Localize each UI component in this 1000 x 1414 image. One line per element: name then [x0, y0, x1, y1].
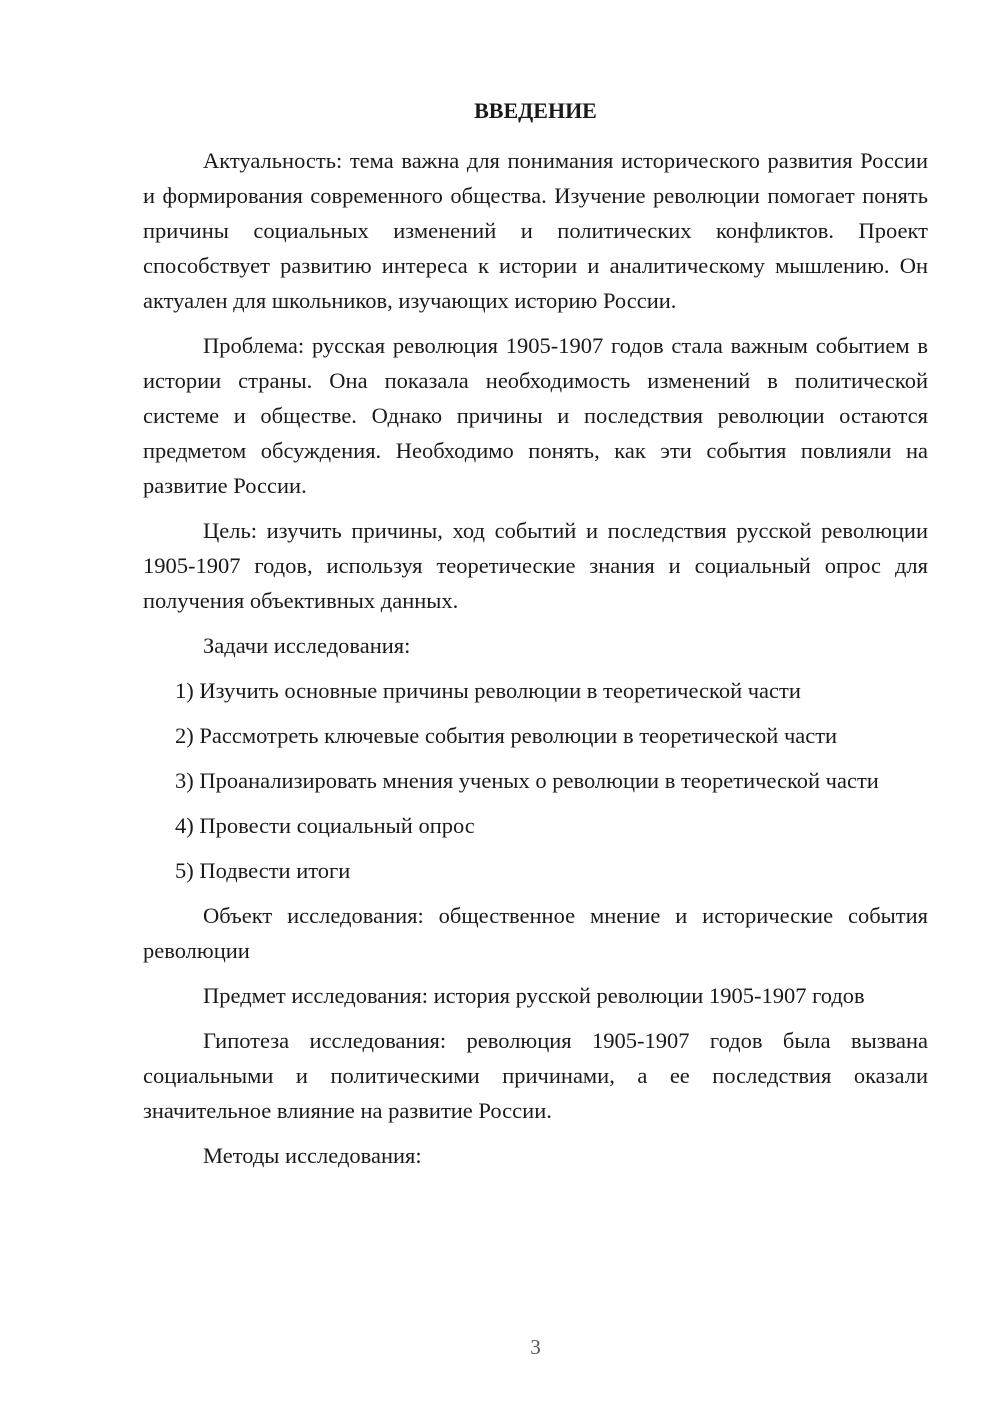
paragraph-hypothesis: Гипотеза исследования: революция 1905-1907 годов была вызвана социальными и политическими причинами, а ее последствия оказали значительное влияние на развитие России. [143, 1028, 928, 1123]
paragraph-goal: Цель: изучить причины, ход событий и последствия русской революции 1905-1907 годов, используя теоретические знания и социальный опрос для получения объективных данных. [143, 518, 928, 613]
page-title: ВВЕДЕНИЕ [474, 98, 597, 123]
task-item-2: 2) Рассмотреть ключевые события революции в теоретической части [175, 723, 838, 748]
tasks-heading: Задачи исследования: [203, 633, 411, 658]
paragraph-object: Объект исследования: общественное мнение и исторические события революции [143, 903, 928, 963]
paragraph-problem: Проблема: русская революция 1905-1907 годов стала важным событием в истории страны. Она показала необходимость изменений в политической системе и обществе. Однако причины и последствия революции остаются предметом обсуждения. Необходимо понять, как эти события повлияли на развитие России. [143, 333, 928, 498]
paragraph-relevance: Актуальность: тема важна для понимания исторического развития России и формирования современного общества. Изучение революции помогает понять причины социальных изменений и политических конфликтов. Проект способствует развитию интереса к истории и аналитическому мышлению. Он актуален для школьников, изучающих историю России. [143, 148, 928, 313]
task-item-5: 5) Подвести итоги [175, 858, 351, 883]
task-item-3: 3) Проанализировать мнения ученых о революции в теоретической части [175, 768, 879, 793]
task-item-1: 1) Изучить основные причины революции в теоретической части [175, 678, 801, 703]
document-page [143, 0, 928, 1414]
paragraph-subject: Предмет исследования: история русской революции 1905-1907 годов [203, 983, 865, 1008]
methods-heading: Методы исследования: [203, 1143, 422, 1168]
page-number: 3 [530, 1335, 541, 1359]
task-item-4: 4) Провести социальный опрос [175, 813, 475, 838]
document-body [143, 143, 928, 1183]
